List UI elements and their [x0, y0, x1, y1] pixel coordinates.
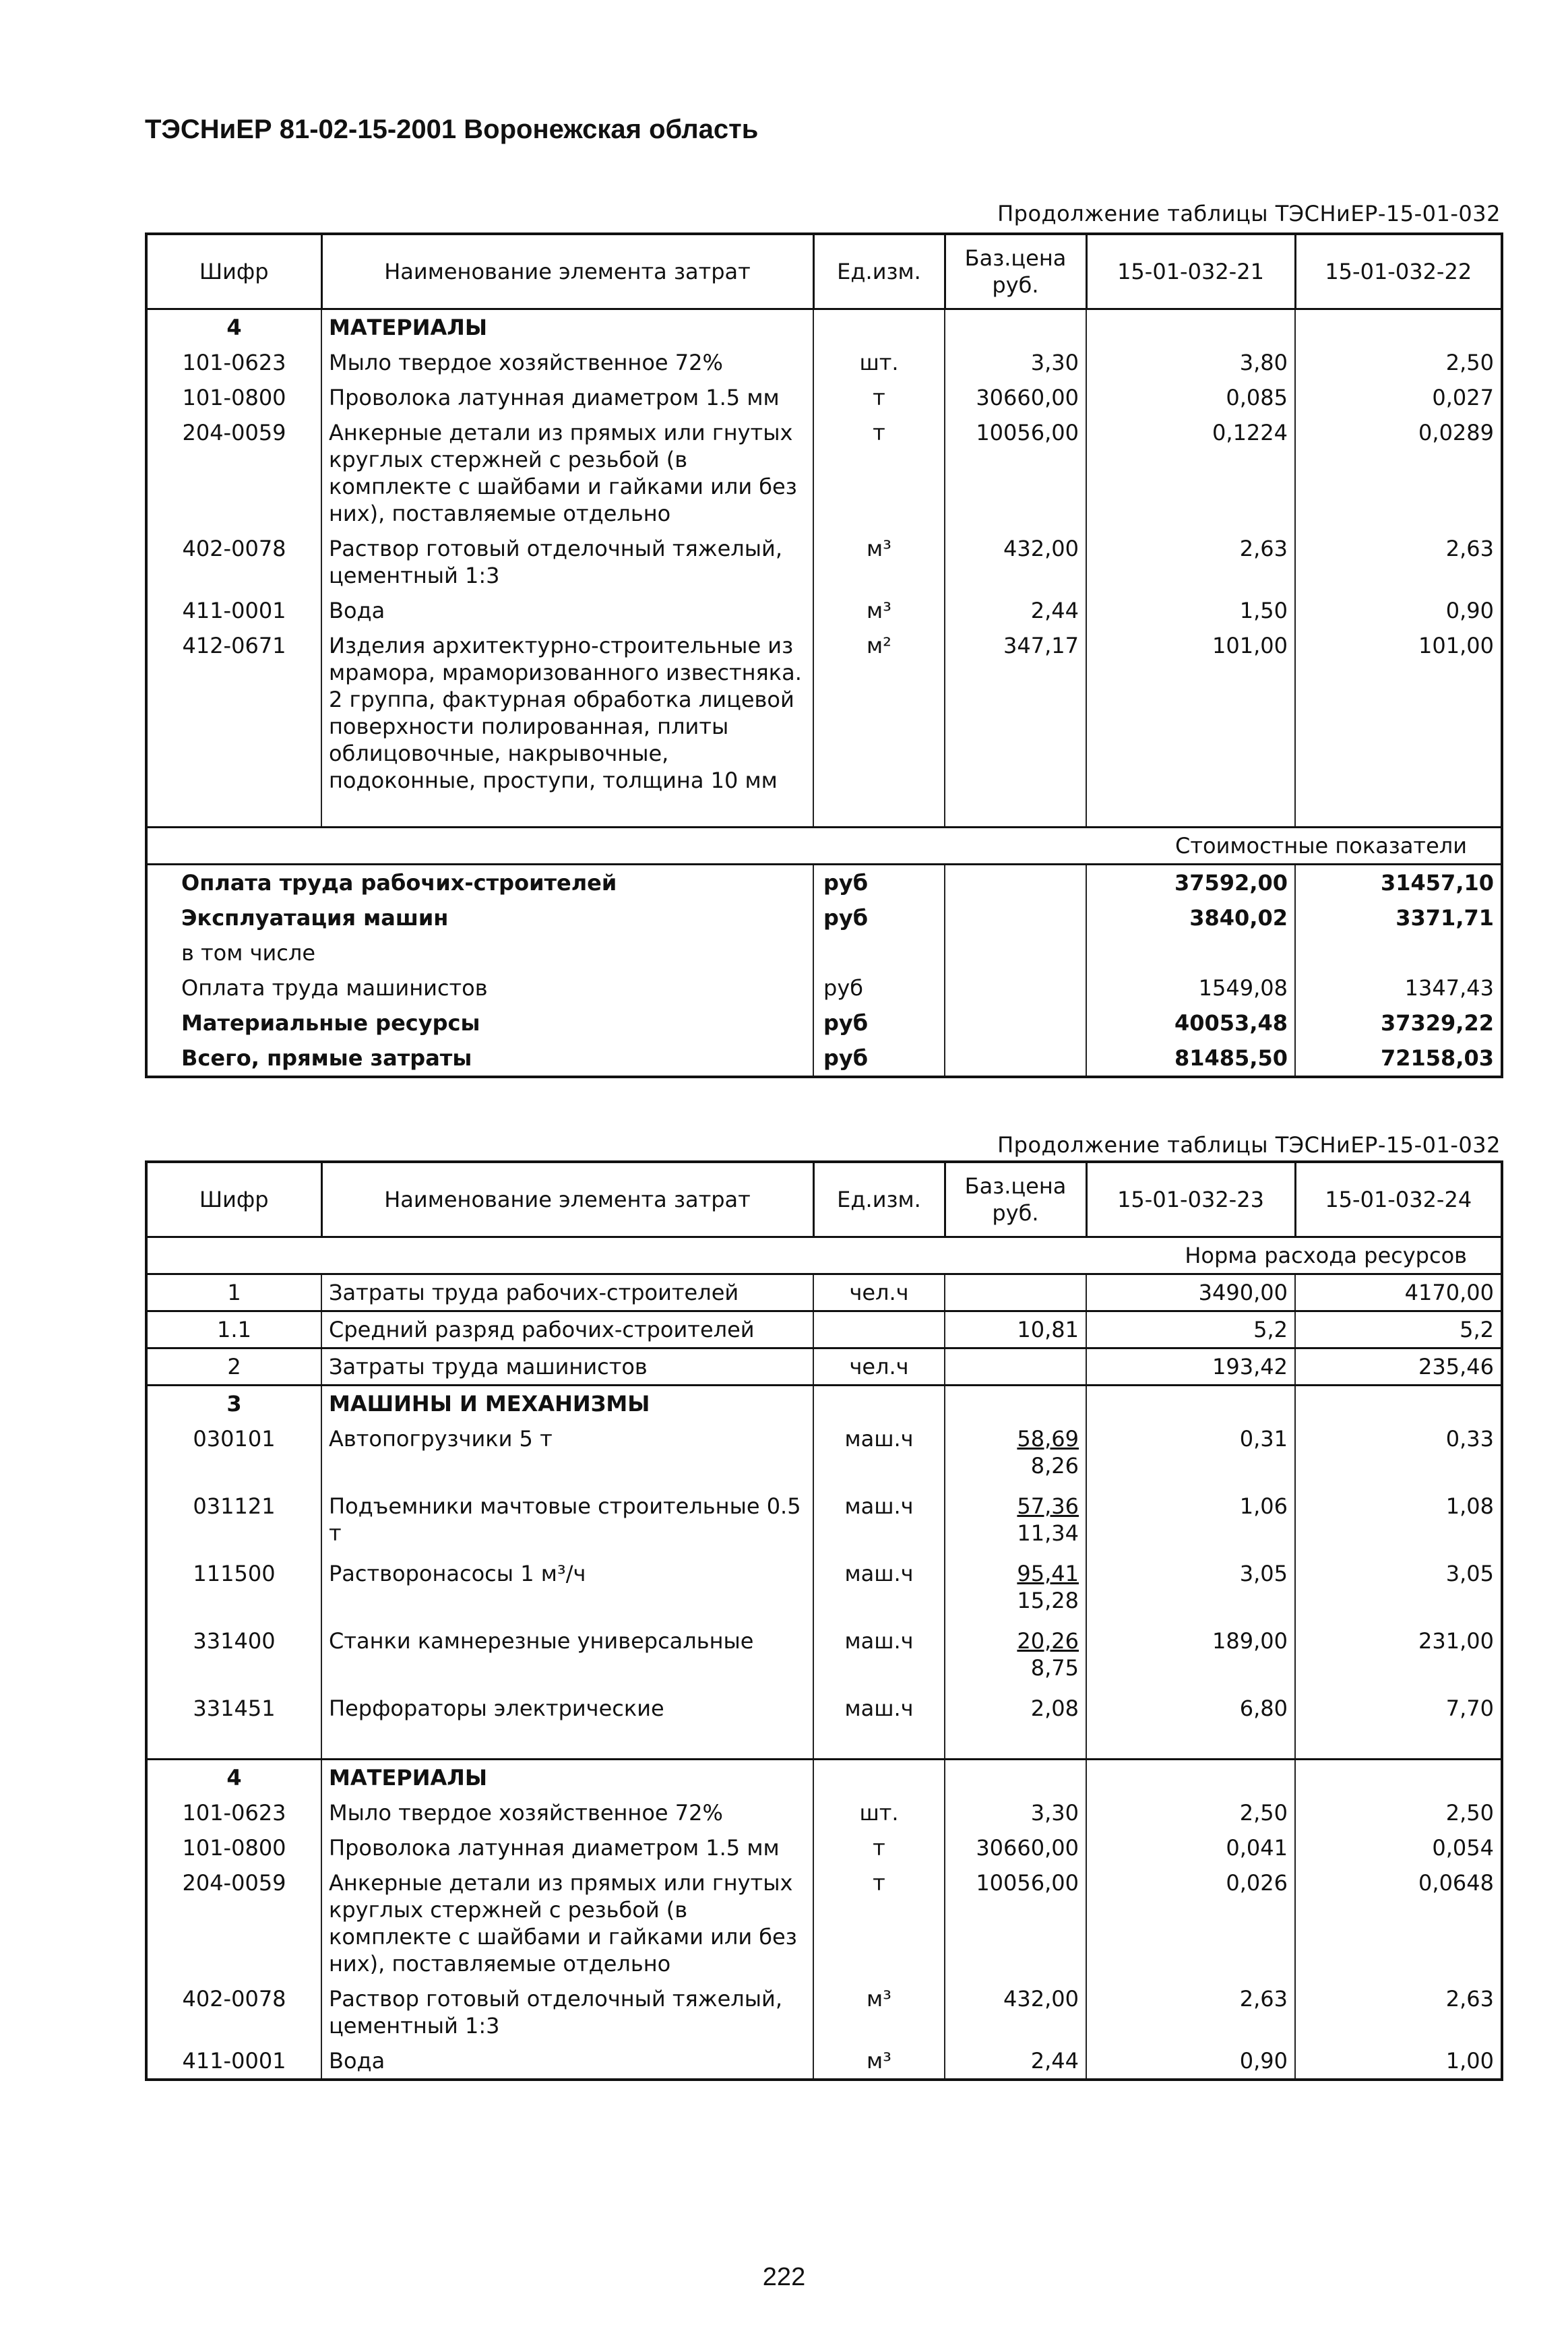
value-col-2: 5,2: [1295, 1311, 1502, 1348]
column-header: 15-01-032-22: [1295, 234, 1502, 309]
machinist-wage: 11,34: [1017, 1520, 1079, 1546]
summary-row: [146, 900, 1502, 935]
summary-value-2: 3371,71: [1295, 900, 1502, 935]
summary-row: [146, 865, 1502, 901]
table-row: [146, 380, 1502, 415]
empty-cell: [813, 1386, 945, 1422]
resource-name: Проволока латунная диаметром 1.5 мм: [321, 380, 813, 415]
summary-unit: руб: [813, 900, 945, 935]
machine-row: [146, 1691, 1502, 1760]
labor-code: 2: [146, 1348, 321, 1386]
base-price: 30660,00: [945, 380, 1086, 415]
value-col-1: 2,50: [1086, 1795, 1295, 1830]
machinist-wage: 8,75: [1030, 1655, 1079, 1681]
empty-cell: [945, 1386, 1086, 1422]
table-row: [146, 2043, 1502, 2080]
value-col-2: 3,05: [1295, 1556, 1502, 1623]
machine-row: [146, 1556, 1502, 1623]
empty-cell: [945, 798, 1086, 828]
section-name: МАШИНЫ И МЕХАНИЗМЫ: [321, 1386, 813, 1422]
summary-value-1: 1549,08: [1086, 970, 1295, 1005]
summary-value-2: [1295, 935, 1502, 970]
value-col-2: 7,70: [1295, 1691, 1502, 1760]
unit-cell: маш.ч: [813, 1623, 945, 1691]
section-name: МАТЕРИАЛЫ: [321, 1760, 813, 1796]
value-col-1: 193,42: [1086, 1348, 1295, 1386]
value-col-1: 0,1224: [1086, 415, 1295, 531]
column-header: Наименование элемента затрат: [321, 234, 813, 309]
summary-value-1: 81485,50: [1086, 1041, 1295, 1077]
summary-row: [146, 935, 1502, 970]
base-price: 10056,00: [945, 1865, 1086, 1981]
section-code: 4: [146, 1760, 321, 1796]
empty-cell: [1086, 1760, 1295, 1796]
value-col-2: 2,50: [1295, 345, 1502, 380]
table-row: [146, 628, 1502, 798]
base-price: 3,30: [945, 1795, 1086, 1830]
value-col-2: 0,054: [1295, 1830, 1502, 1865]
unit-cell: шт.: [813, 1795, 945, 1830]
machine-row: [146, 1489, 1502, 1556]
summary-row: [146, 1005, 1502, 1041]
machine-row: [146, 1421, 1502, 1489]
value-col-1: 6,80: [1086, 1691, 1295, 1760]
base-price: [945, 1623, 1086, 1691]
base-price: 30660,00: [945, 1830, 1086, 1865]
value-col-2: 0,027: [1295, 380, 1502, 415]
empty-cell: [945, 1041, 1086, 1077]
table2-caption: Продолжение таблицы ТЭСНиЕР-15-01-032: [997, 1132, 1501, 1158]
table-row: [146, 1830, 1502, 1865]
cost-label-row: [146, 828, 1502, 865]
section-row: [146, 1386, 1502, 1422]
unit-cell: м³: [813, 2043, 945, 2080]
summary-value-2: 37329,22: [1295, 1005, 1502, 1041]
norm-label: Норма расхода ресурсов: [146, 1237, 1502, 1274]
machine-code: 331451: [146, 1691, 321, 1760]
column-header: Шифр: [146, 234, 321, 309]
resource-name: Изделия архитектурно-строительные из мрамора, мраморизованного известняка. 2 группа, фактурная обработка лицевой поверхности полированная, плиты облицовочные, накрывочные, подоконные, проступи, толщина 10 мм: [321, 628, 813, 798]
unit-cell: м³: [813, 531, 945, 593]
empty-cell: [1295, 309, 1502, 346]
machine-code: 030101: [146, 1421, 321, 1489]
resource-name: Анкерные детали из прямых или гнутых круглых стержней с резьбой (в комплекте с шайбами и гайками или без них), поставляемые отдельно: [321, 1865, 813, 1981]
machine-code: 111500: [146, 1556, 321, 1623]
resource-table-1: [145, 232, 1503, 1078]
labor-name: Затраты труда машинистов: [321, 1348, 813, 1386]
unit-cell: т: [813, 380, 945, 415]
labor-row: [146, 1348, 1502, 1386]
unit-cell: шт.: [813, 345, 945, 380]
table-row: [146, 593, 1502, 628]
resource-code: 101-0623: [146, 1795, 321, 1830]
value-col-1: 0,041: [1086, 1830, 1295, 1865]
section-row: [146, 309, 1502, 346]
summary-row: [146, 970, 1502, 1005]
value-col-1: 1,06: [1086, 1489, 1295, 1556]
base-price: 432,00: [945, 1981, 1086, 2043]
summary-name: Материальные ресурсы: [146, 1005, 813, 1041]
resource-code: 402-0078: [146, 531, 321, 593]
table-row: [146, 415, 1502, 531]
empty-cell: [813, 309, 945, 346]
unit-cell: [813, 1311, 945, 1348]
column-header: Баз.цена руб.: [945, 234, 1086, 309]
table1-caption: Продолжение таблицы ТЭСНиЕР-15-01-032: [997, 201, 1501, 226]
unit-cell: маш.ч: [813, 1489, 945, 1556]
table1-header-row: [146, 234, 1502, 309]
summary-unit: [813, 935, 945, 970]
value-col-1: 3,05: [1086, 1556, 1295, 1623]
resource-code: 101-0800: [146, 1830, 321, 1865]
value-col-1: 0,026: [1086, 1865, 1295, 1981]
value-col-1: 3490,00: [1086, 1274, 1295, 1311]
summary-unit: руб: [813, 1005, 945, 1041]
resource-name: Мыло твердое хозяйственное 72%: [321, 345, 813, 380]
table-row: [146, 1981, 1502, 2043]
column-header: Ед.изм.: [813, 234, 945, 309]
value-col-2: 101,00: [1295, 628, 1502, 798]
cost-indicators-label: Стоимостные показатели: [146, 828, 1502, 865]
base-price: [945, 1489, 1086, 1556]
empty-cell: [1295, 1386, 1502, 1422]
summary-value-1: 37592,00: [1086, 865, 1295, 901]
norm-label-row: [146, 1237, 1502, 1274]
empty-cell: [1295, 798, 1502, 828]
page-number: 222: [762, 2263, 806, 2291]
machine-name: Перфораторы электрические: [321, 1691, 813, 1760]
empty-cell: [945, 1005, 1086, 1041]
base-price: [945, 1348, 1086, 1386]
section-code: 3: [146, 1386, 321, 1422]
machinist-wage: 8,26: [1030, 1453, 1079, 1479]
summary-value-2: 72158,03: [1295, 1041, 1502, 1077]
summary-row: [146, 1041, 1502, 1077]
labor-name: Средний разряд рабочих-строителей: [321, 1311, 813, 1348]
resource-code: 101-0800: [146, 380, 321, 415]
resource-table-2: [145, 1160, 1503, 2081]
base-price: [945, 1556, 1086, 1623]
resource-code: 402-0078: [146, 1981, 321, 2043]
summary-name: Оплата труда машинистов: [146, 970, 813, 1005]
summary-value-1: 40053,48: [1086, 1005, 1295, 1041]
summary-name: Эксплуатация машин: [146, 900, 813, 935]
column-header: Наименование элемента затрат: [321, 1162, 813, 1237]
empty-cell: [146, 798, 321, 828]
empty-cell: [945, 1760, 1086, 1796]
table-row: [146, 531, 1502, 593]
base-price: [945, 1421, 1086, 1489]
summary-name: Всего, прямые затраты: [146, 1041, 813, 1077]
resource-name: Анкерные детали из прямых или гнутых круглых стержней с резьбой (в комплекте с шайбами и гайками или без них), поставляемые отдельно: [321, 415, 813, 531]
table-row: [146, 1795, 1502, 1830]
empty-cell: [1295, 1760, 1502, 1796]
section-name: МАТЕРИАЛЫ: [321, 309, 813, 346]
empty-cell: [813, 798, 945, 828]
unit-cell: маш.ч: [813, 1421, 945, 1489]
table-row: [146, 1865, 1502, 1981]
unit-cell: чел.ч: [813, 1348, 945, 1386]
machine-code: 031121: [146, 1489, 321, 1556]
machine-code: 331400: [146, 1623, 321, 1691]
value-col-1: 101,00: [1086, 628, 1295, 798]
empty-cell: [321, 798, 813, 828]
value-col-1: 2,63: [1086, 531, 1295, 593]
base-price: 10,81: [945, 1311, 1086, 1348]
summary-value-1: 3840,02: [1086, 900, 1295, 935]
base-price: 2,44: [945, 2043, 1086, 2080]
unit-cell: м²: [813, 628, 945, 798]
value-col-2: 231,00: [1295, 1623, 1502, 1691]
column-header: Шифр: [146, 1162, 321, 1237]
column-header: 15-01-032-23: [1086, 1162, 1295, 1237]
column-header: Баз.цена руб.: [945, 1162, 1086, 1237]
value-col-2: 0,90: [1295, 593, 1502, 628]
resource-name: Раствор готовый отделочный тяжелый, цементный 1:3: [321, 531, 813, 593]
base-price: 3,30: [945, 345, 1086, 380]
value-col-2: 1,08: [1295, 1489, 1502, 1556]
empty-cell: [945, 309, 1086, 346]
base-price: 347,17: [945, 628, 1086, 798]
value-col-2: 2,63: [1295, 531, 1502, 593]
labor-row: [146, 1274, 1502, 1311]
column-header: 15-01-032-21: [1086, 234, 1295, 309]
spacer-row: [146, 798, 1502, 828]
machine-name: Растворонасосы 1 м³/ч: [321, 1556, 813, 1623]
unit-cell: чел.ч: [813, 1274, 945, 1311]
resource-code: 411-0001: [146, 593, 321, 628]
machine-price: 57,36: [1017, 1493, 1079, 1519]
value-col-2: 4170,00: [1295, 1274, 1502, 1311]
value-col-2: 2,63: [1295, 1981, 1502, 2043]
value-col-1: 2,63: [1086, 1981, 1295, 2043]
base-price: 432,00: [945, 531, 1086, 593]
machine-price: 20,26: [1017, 1628, 1079, 1654]
resource-code: 411-0001: [146, 2043, 321, 2080]
summary-unit: руб: [813, 970, 945, 1005]
summary-name: в том числе: [146, 935, 813, 970]
column-header: 15-01-032-24: [1295, 1162, 1502, 1237]
machinist-wage: 15,28: [1017, 1588, 1079, 1613]
value-col-2: 2,50: [1295, 1795, 1502, 1830]
value-col-2: 235,46: [1295, 1348, 1502, 1386]
resource-code: 412-0671: [146, 628, 321, 798]
summary-name: Оплата труда рабочих-строителей: [146, 865, 813, 901]
document-title: ТЭСНиЕР 81-02-15-2001 Воронежская область: [145, 115, 759, 144]
value-col-1: 0,31: [1086, 1421, 1295, 1489]
labor-row: [146, 1311, 1502, 1348]
value-col-1: 5,2: [1086, 1311, 1295, 1348]
section-row: [146, 1760, 1502, 1796]
labor-name: Затраты труда рабочих-строителей: [321, 1274, 813, 1311]
resource-name: Проволока латунная диаметром 1.5 мм: [321, 1830, 813, 1865]
column-header: Ед.изм.: [813, 1162, 945, 1237]
base-price: [945, 1274, 1086, 1311]
unit-cell: м³: [813, 1981, 945, 2043]
summary-value-2: 1347,43: [1295, 970, 1502, 1005]
base-price: [945, 1691, 1086, 1760]
unit-cell: маш.ч: [813, 1691, 945, 1760]
empty-cell: [813, 1760, 945, 1796]
table2-header-row: [146, 1162, 1502, 1237]
machine-name: Автопогрузчики 5 т: [321, 1421, 813, 1489]
unit-cell: т: [813, 1830, 945, 1865]
value-col-1: 189,00: [1086, 1623, 1295, 1691]
empty-cell: [945, 865, 1086, 901]
value-col-2: 1,00: [1295, 2043, 1502, 2080]
empty-cell: [1086, 1386, 1295, 1422]
value-col-1: 0,90: [1086, 2043, 1295, 2080]
summary-value-2: 31457,10: [1295, 865, 1502, 901]
base-price: 2,44: [945, 593, 1086, 628]
labor-code: 1.1: [146, 1311, 321, 1348]
empty-cell: [1086, 309, 1295, 346]
labor-code: 1: [146, 1274, 321, 1311]
summary-value-1: [1086, 935, 1295, 970]
summary-unit: руб: [813, 865, 945, 901]
machine-name: Подъемники мачтовые строительные 0.5 т: [321, 1489, 813, 1556]
resource-name: Мыло твердое хозяйственное 72%: [321, 1795, 813, 1830]
machine-price: 95,41: [1017, 1561, 1079, 1586]
summary-unit: руб: [813, 1041, 945, 1077]
empty-cell: [945, 935, 1086, 970]
unit-cell: м³: [813, 593, 945, 628]
section-code: 4: [146, 309, 321, 346]
empty-cell: [1086, 798, 1295, 828]
value-col-1: 0,085: [1086, 380, 1295, 415]
resource-name: Вода: [321, 2043, 813, 2080]
resource-code: 101-0623: [146, 345, 321, 380]
value-col-2: 0,33: [1295, 1421, 1502, 1489]
base-price: 10056,00: [945, 415, 1086, 531]
table-row: [146, 345, 1502, 380]
value-col-2: 0,0289: [1295, 415, 1502, 531]
resource-code: 204-0059: [146, 1865, 321, 1981]
machine-row: [146, 1623, 1502, 1691]
value-col-2: 0,0648: [1295, 1865, 1502, 1981]
machine-price: 58,69: [1017, 1426, 1079, 1452]
unit-cell: т: [813, 1865, 945, 1981]
resource-name: Вода: [321, 593, 813, 628]
empty-cell: [945, 900, 1086, 935]
unit-cell: маш.ч: [813, 1556, 945, 1623]
value-col-1: 1,50: [1086, 593, 1295, 628]
resource-code: 204-0059: [146, 415, 321, 531]
unit-cell: т: [813, 415, 945, 531]
value-col-1: 3,80: [1086, 345, 1295, 380]
resource-name: Раствор готовый отделочный тяжелый, цементный 1:3: [321, 1981, 813, 2043]
empty-cell: [945, 970, 1086, 1005]
machine-name: Станки камнерезные универсальные: [321, 1623, 813, 1691]
machine-price: 2,08: [1030, 1696, 1079, 1721]
